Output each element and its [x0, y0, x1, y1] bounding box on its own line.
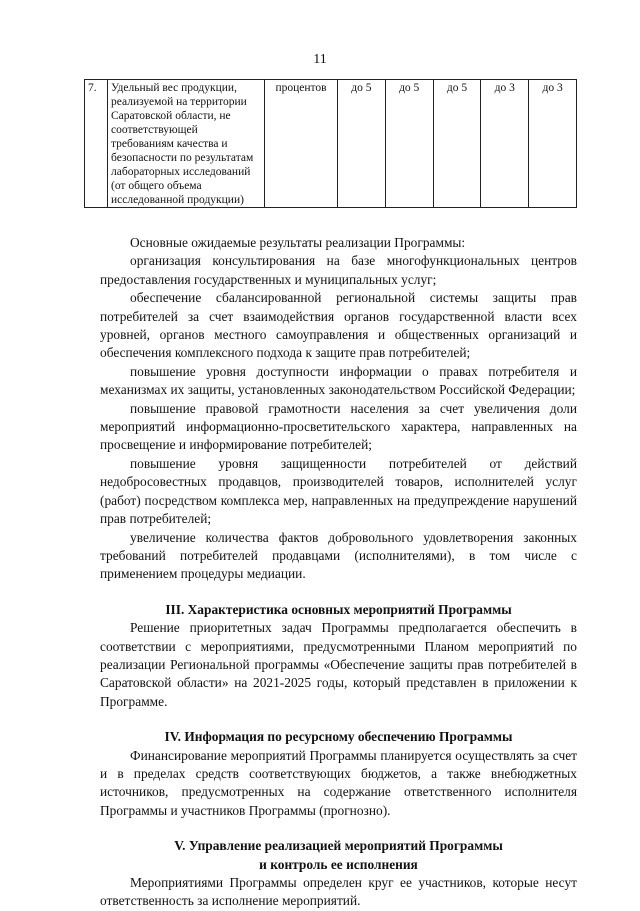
value-cell: до 5: [385, 80, 433, 208]
row-number: 7.: [85, 80, 108, 208]
result-item: повышение уровня доступности информации о правах потребителя и механизмах их защиты, установленных законодательством Российской Федерации;: [100, 363, 577, 398]
value-cell: до 3: [481, 80, 529, 208]
result-item: повышение уровня защищенности потребителей от действий недобросовестных продавцов, производителей товаров, исполнителей услуг (работ) посредством комплекса мер, направленных на предупреждение нарушений прав потребителей;: [100, 455, 577, 527]
indicator-table: [84, 79, 577, 208]
section-5-text: Мероприятиями Программы определен круг ее участников, которые несут ответственность за исполнение мероприятий.: [100, 875, 577, 909]
page-number: 11: [313, 52, 327, 67]
document-body: [100, 234, 577, 911]
section-4-text: Финансирование мероприятий Программы планируется осуществлять за счет и в пределах средств соответствующих бюджетов, а также внебюджетных источников, предусмотренных на содержание ответственного исполнителя Программы и участников Программы (прогнозно).: [100, 747, 577, 818]
value-cell: до 3: [529, 80, 577, 208]
table-row: [85, 80, 577, 208]
unit-cell: процентов: [265, 80, 338, 208]
result-item: повышение правовой грамотности населения за счет увеличения доли мероприятий информационно-просветительского характера, направленных на просвещение и информирование потребителей;: [100, 400, 577, 453]
section-3-heading: III. Характеристика основных мероприятий Программы: [165, 601, 512, 617]
section-5-heading-line1: V. Управление реализацией мероприятий Программы: [174, 838, 503, 854]
section-3-text: Решение приоритетных задач Программы предполагается обеспечить в соответствии с мероприятиями, предусмотренными Планом мероприятий по реализации Региональной программы «Обеспечение защиты прав потребителей в Саратовской области» на 2021-2025 годы, который представлен в приложении к Программе.: [100, 620, 577, 709]
value-cell: до 5: [433, 80, 481, 208]
result-item: увеличение количества фактов добровольного удовлетворения законных требований потребителей продавцами (исполнителями), в том числе с применением процедуры медиации.: [100, 529, 577, 582]
section-5-heading-line2: и контроль ее исполнения: [259, 856, 418, 872]
result-item: обеспечение сбалансированной региональной системы защиты прав потребителей за счет взаимодействия органов государственной власти всех уровней, органов местного самоуправления и общественных организаций и обеспечения комплексного подхода к защите прав потребителей;: [100, 290, 577, 361]
section-4-heading: IV. Информация по ресурсному обеспечению Программы: [164, 729, 513, 745]
value-cell: до 5: [338, 80, 386, 208]
results-intro: Основные ожидаемые результаты реализации Программы:: [130, 235, 466, 250]
result-item: организация консультирования на базе многофункциональных центров предоставления государственных и муниципальных услуг;: [100, 253, 577, 287]
indicator-name: Удельный вес продукции, реализуемой на территории Саратовской области, не соответствующей требованиям качества и безопасности по результатам лабораторных исследований (от общего объема исследованной продукции): [108, 80, 265, 208]
